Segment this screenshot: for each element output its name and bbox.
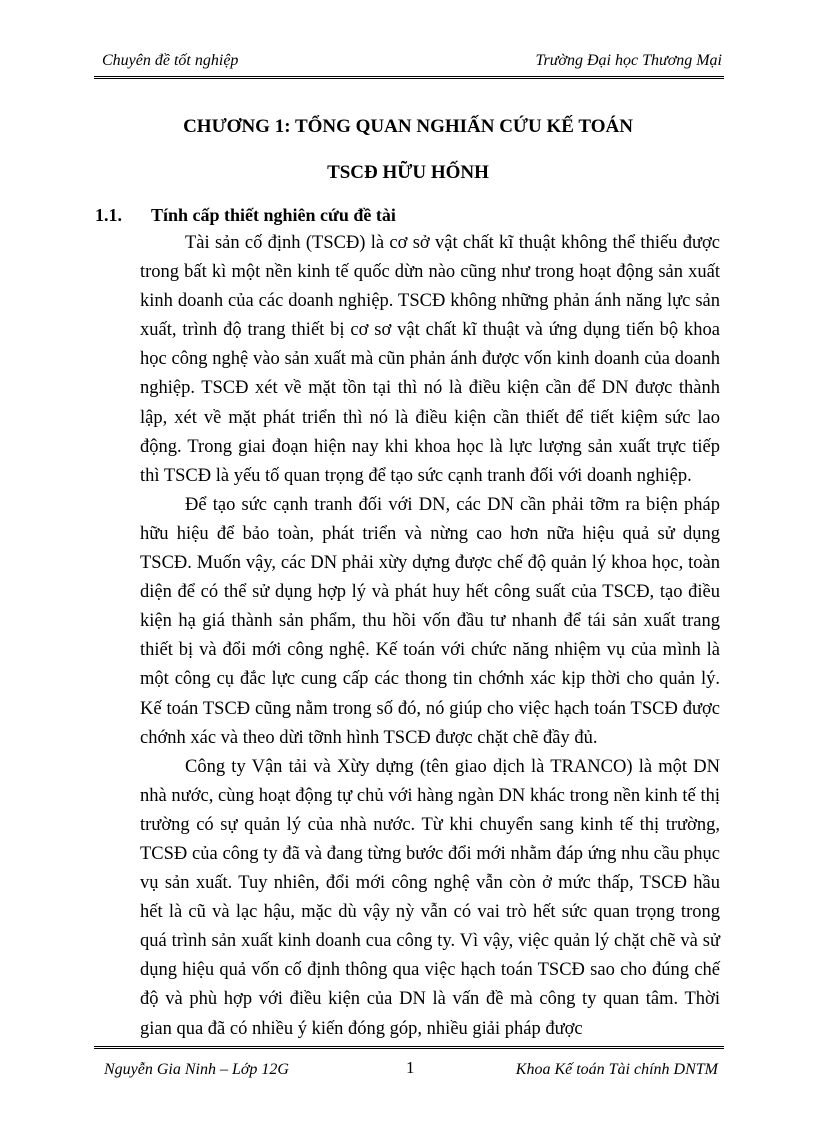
paragraph-3: Công ty Vận tải và Xừy dựng (tên giao dịch là TRANCO) là một DN nhà nước, cùng hoạt động tự chủ với hàng ngàn DN khác trong nền kinh tế thị trường có sự quản lý của nhà nước. Từ khi chuyển sang kinh tế thị trường, TCSĐ của công ty đã và đang từng bước đổi mới nhằm đáp ứng nhu cầu phục vụ sản xuất. Tuy nhiên, đổi mới công nghệ vẫn còn ở mức thấp, TSCĐ hầu hết là cũ và lạc hậu, mặc dù vậy nỳ vẫn có vai trò hết sức quan trọng trong quá trình sản xuất kinh doanh cua công ty. Vì vậy, việc quản lý chặt chẽ và sử dụng hiệu quả vốn cố định thông qua việc hạch toán TSCĐ sao cho đúng chế độ và phù hợp với điều kiện của DN là vấn đề mà công ty quan tâm. Thời gian qua đã có nhiều ý kiến đóng góp, nhiều giải pháp được — [140, 756, 720, 1039]
header-right-text: Trường Đại học Thương Mại — [535, 52, 722, 69]
chapter-title-line2: TSCĐ HỮU HỐNH — [327, 162, 489, 183]
section-heading — [95, 205, 396, 226]
section-number: 1.1. — [95, 205, 122, 225]
chapter-title-line1: CHƯƠNG 1: TỔNG QUAN NGHIẤN CỨU KẾ TOÁN — [183, 116, 633, 137]
page-number: 1 — [406, 1058, 415, 1077]
section-title: Tính cấp thiết nghiên cứu đề tài — [151, 205, 396, 225]
page-footer — [94, 1046, 724, 1089]
footer-author: Nguyễn Gia Ninh – Lớp 12G — [104, 1061, 289, 1078]
body-text — [140, 229, 720, 1044]
paragraph-2: Để tạo sức cạnh tranh đối với DN, các DN cần phải tỡm ra biện pháp hữu hiệu để bảo toàn, phát triển và nừng cao hơn nữa hiệu quả sử dụng TSCĐ. Muốn vậy, các DN phải xừy dựng được chế độ quản lý khoa học, toàn diện để có thể sử dụng hợp lý và phát huy hết công suất của TSCĐ, tạo điều kiện hạ giá thành sản phẩm, thu hồi vốn đầu tư nhanh để tái sản xuất trang thiết bị và đổi mới công nghệ. Kế toán với chức năng nhiệm vụ của mình là một công cụ đắc lực cung cấp các thong tin chớnh xác kịp thời cho quản lý. Kế toán TSCĐ cũng nằm trong số đó, nó giúp cho việc hạch toán TSCĐ được chớnh xác và theo dừi tỡnh hình TSCĐ được chặt chẽ đầy đủ. — [140, 494, 720, 748]
header-left-text: Chuyên đề tốt nghiệp — [102, 52, 239, 69]
page-header — [94, 50, 724, 79]
footer-department: Khoa Kế toán Tài chính DNTM — [515, 1061, 718, 1078]
paragraph-1: Tài sản cố định (TSCĐ) là cơ sở vật chất kĩ thuật không thể thiếu được trong bất kì một nền kinh tế quốc dừn nào cũng như trong hoạt động sản xuất kinh doanh của các doanh nghiệp. TSCĐ không những phản ánh năng lực sản xuất, trình độ trang thiết bị cơ sơ vật chất kĩ thuật và ứng dụng tiến bộ khoa học công nghệ vào sản xuất mà cũn phản ánh được vốn kinh doanh của doanh nghiệp. TSCĐ xét về mặt tồn tại thì nó là điều kiện cần để DN được thành lập, xét về mặt phát triển thì nó là điều kiện cần thiết để tiết kiệm sức lao động. Trong giai đoạn hiện nay khi khoa học là lực lượng sản xuất trực tiếp thì TSCĐ là yếu tố quan trọng để tạo sức cạnh tranh đối với doanh nghiệp. — [140, 233, 720, 486]
